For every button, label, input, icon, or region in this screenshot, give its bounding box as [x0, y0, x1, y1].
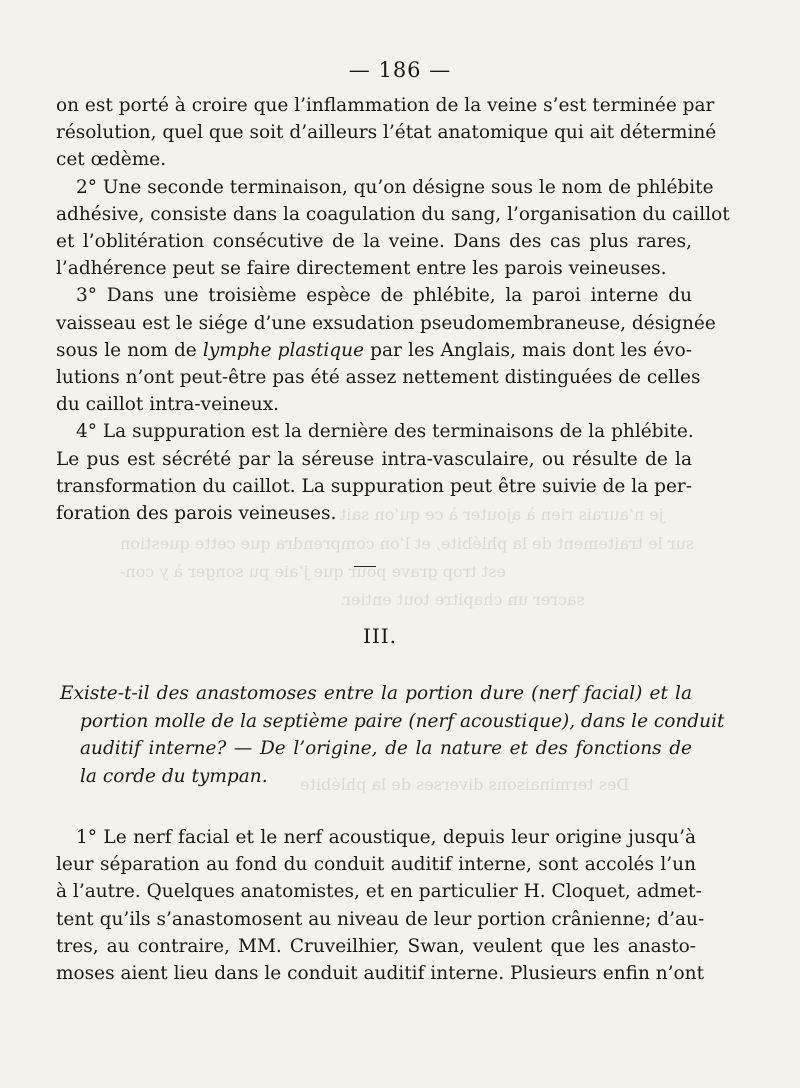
- question-line: portion molle de la septième paire (nerf acoustique), dans le conduit: [80, 710, 725, 732]
- text-line: et l’oblitération consécutive de la veine. Dans des cas plus rares,: [56, 231, 692, 253]
- question-line: auditif interne? — De l’origine, de la nature et des fonctions de: [80, 738, 692, 759]
- text-line: 4° La suppuration est la dernière des terminaisons de la phlébite.: [76, 421, 694, 443]
- body-text-block: [56, 92, 730, 527]
- text-line: adhésive, consiste dans la coagulation du sang, l’organisation du caillot: [56, 203, 730, 225]
- bleed-through-text: sur le traitement de la phlébite, et l’on comprendra que cette question: [120, 534, 694, 553]
- text-line: transformation du caillot. La suppuration peut être suivie de la per-: [56, 475, 692, 497]
- text-line: à l’autre. Quelques anatomistes, et en particulier H. Cloquet, admet-: [56, 881, 702, 903]
- text-line: 2° Une seconde terminaison, qu’on désigne sous le nom de phlébite: [76, 176, 714, 198]
- text-line: résolution, quel que soit d’ailleurs l’état anatomique qui ait déterminé: [56, 122, 717, 144]
- text-line: l’adhérence peut se faire directement entre les parois veineuses.: [56, 258, 667, 280]
- question-line: la corde du tympan.: [80, 765, 268, 787]
- bleed-through-text: je n’aurais rien à ajouter à ce qu’on sait: [340, 505, 664, 524]
- bleed-through-text: est trop grave pour que j’aie pu songer à y con-: [120, 562, 506, 581]
- bleed-through-text: sacrer un chapitre tout entier.: [340, 590, 585, 609]
- bleed-through-text: Des terminaisons diverses de la phlébite: [300, 775, 630, 794]
- section-separator: [354, 566, 376, 567]
- text-line: du caillot intra-veineux.: [56, 394, 280, 416]
- text-line: cet œdème.: [56, 149, 167, 171]
- section-heading: III.: [362, 624, 398, 648]
- question-line: Existe-t-il des anastomoses entre la portion dure (nerf facial) et la: [60, 683, 692, 704]
- text-line: lutions n’ont peut-être pas été assez nettement distinguées de celles: [56, 367, 701, 389]
- text-line: sous le nom de lymphe plastique par les Anglais, mais dont les évo-: [56, 339, 692, 361]
- text-line: leur séparation au fond du conduit auditif interne, sont accolés l’un: [56, 854, 696, 876]
- text-line: foration des parois veineuses.: [56, 503, 337, 525]
- italic-term: lymphe plastique: [202, 339, 365, 361]
- text-line: vaisseau est le siége d’une exsudation pseudomembraneuse, désignée: [56, 312, 716, 334]
- text-line: tres, au contraire, MM. Cruveilhier, Swan, veulent que les anasto-: [56, 935, 696, 957]
- text-line: moses aient lieu dans le conduit auditif interne. Plusieurs enfin n’ont: [56, 963, 705, 985]
- text-line: tent qu’ils s’anastomosent au niveau de leur portion crânienne; d’au-: [56, 908, 705, 930]
- page-number: — 186 —: [348, 58, 452, 82]
- text-line: 1° Le nerf facial et le nerf acoustique, depuis leur origine jusqu’à: [76, 827, 696, 848]
- section-question: [60, 680, 725, 790]
- body-text-block: [56, 824, 705, 987]
- text-line: on est porté à croire que l’inflammation de la veine s’est terminée par: [56, 95, 715, 116]
- text-line: 3° Dans une troisième espèce de phlébite, la paroi interne du: [76, 285, 692, 307]
- text-line: Le pus est sécrété par la séreuse intra-vasculaire, ou résulte de la: [56, 448, 692, 470]
